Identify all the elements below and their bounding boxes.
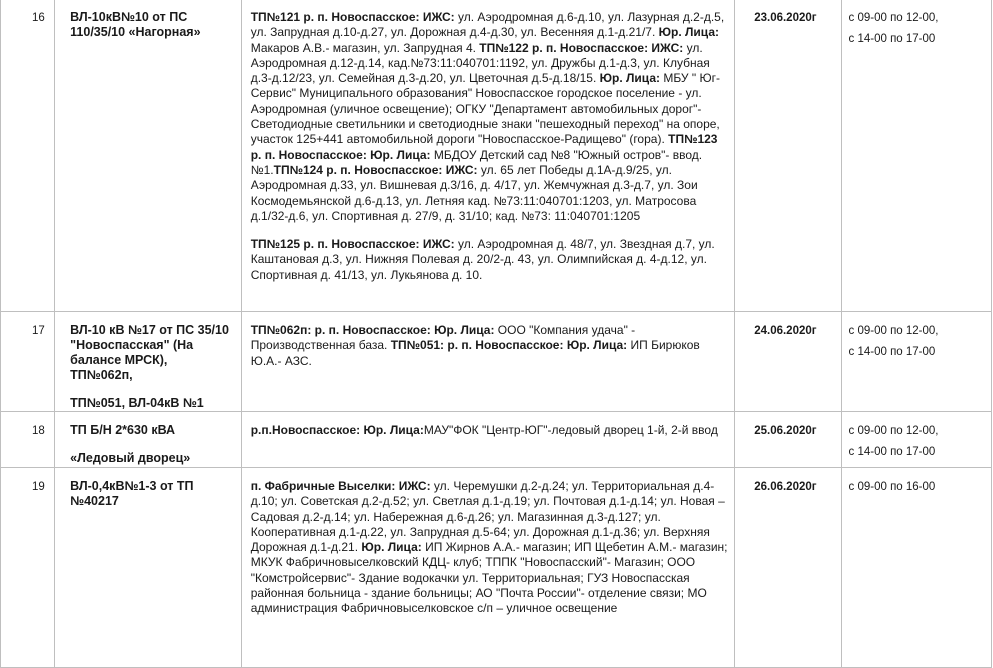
address-cell [241, 312, 734, 412]
row-number: 19 [32, 481, 45, 493]
time-cell [841, 468, 991, 668]
address-label: Юр. Лица: [599, 71, 660, 86]
time-range: с 09-00 по 12-00, [848, 12, 939, 24]
power-line-cell [55, 468, 242, 668]
address-value: ул. Аэродромная д.12-д.14, кад.№73:11:040701:1192, ул. Дружбы д.1-д.3, ул. Клубная д.3-д.12/23, ул. Семейная д.3-д.20, ул. Цветочная д.5-д.18/15. [250, 40, 710, 86]
address-value: ИП Жирнов А.А.- магазин; ИП Щебетин А.М.- магазин; МКУК Фабричновыселковский КДЦ- клуб; ТППК "Новоспасский"- Магазин; ООО "Комстройсервис"- Здание водокачки ул. Территориальная; ГУЗ Новоспасская районная больница - здание больницы; АО "Почта России"- отделение связи; МО администрация Фабричновыселковское с/п – уличное освещение [250, 540, 728, 616]
power-line-cell [55, 0, 242, 312]
row-number-cell [1, 0, 55, 312]
power-line-cell [55, 312, 242, 412]
date-cell [735, 312, 841, 412]
address-value: ООО "Компания удача" - Производственная база. [250, 323, 636, 353]
address-value: МАУ"ФОК "Центр-ЮГ"-ледовый дворец 1-й, 2-й ввод [423, 423, 718, 437]
address-cell [241, 468, 734, 668]
time-range: с 09-00 по 12-00, [848, 425, 939, 437]
time-cell [841, 412, 991, 468]
time-cell [841, 312, 991, 412]
table-row [1, 312, 992, 412]
time-cell [841, 0, 991, 312]
power-line-name: ВЛ-10кВ№10 от ПС 110/35/10 «Нагорная» [70, 10, 201, 39]
row-number: 18 [32, 425, 45, 437]
address-value: ИП Бирюков Ю.А.- АЗС. [250, 338, 700, 368]
address-label: ТП№121 р. п. Новоспасское: ИЖС: [250, 10, 455, 24]
table-row [1, 0, 992, 312]
address-text [251, 323, 728, 369]
address-label: Юр. Лица: [658, 25, 720, 40]
power-line-name: «Ледовый дворец» [70, 451, 191, 465]
power-line-name: ТП№051, ВЛ-04кВ №1 [70, 396, 204, 410]
date-cell [735, 412, 841, 468]
address-label: ТП№122 р. п. Новоспасское: ИЖС: [479, 40, 684, 55]
table-row [1, 468, 992, 668]
outage-date: 24.06.2020г [754, 325, 817, 337]
row-number-cell [1, 312, 55, 412]
row-number-cell [1, 468, 55, 668]
power-line-name: ВЛ-10 кВ №17 от ПС 35/10 "Новоспасская" (На балансе МРСК), ТП№062п, [70, 323, 229, 382]
date-cell [735, 468, 841, 668]
address-text [251, 237, 728, 283]
power-line-cell [55, 412, 242, 468]
power-line-name: ВЛ-0,4кВ№1-3 от ТП №40217 [70, 479, 194, 508]
address-text [251, 479, 728, 617]
address-label: Юр. Лица: [361, 540, 422, 555]
address-label: ТП№125 р. п. Новоспасское: ИЖС: [250, 237, 455, 252]
outage-date: 25.06.2020г [754, 425, 817, 437]
row-number: 16 [32, 12, 45, 24]
row-number-cell [1, 412, 55, 468]
outage-date: 26.06.2020г [754, 481, 817, 493]
address-cell [241, 0, 734, 312]
address-text [251, 423, 728, 438]
time-range: с 09-00 по 12-00, [848, 325, 939, 337]
address-value: МБДОУ Детский сад №8 "Южный остров"- ввод.№1. [250, 147, 703, 177]
date-cell [735, 0, 841, 312]
address-value: ул. Аэродромная д.6-д.10, ул. Лазурная д.2-д.5, ул. Запрудная д.10-д.27, ул. Дорожная д.4-д.30, ул. Весенняя д.1-д.21/7. [250, 10, 725, 40]
address-text [251, 10, 728, 224]
time-range: с 14-00 по 17-00 [848, 346, 936, 358]
time-range: с 14-00 по 17-00 [848, 446, 936, 458]
address-label: п. Фабричные Выселки: ИЖС: [250, 479, 431, 493]
address-cell [241, 412, 734, 468]
outage-date: 23.06.2020г [754, 12, 817, 24]
address-value: ул. Аэродромная д. 48/7, ул. Звездная д.7, ул. Каштановая д.3, ул. Нижняя Полевая д. 20/2-д. 43, ул. Олимпийская д. 4-д.12, ул. Спортивная д. 41/13, ул. Лукьянова д. 10. [250, 237, 715, 282]
time-range: с 14-00 по 17-00 [848, 33, 936, 45]
address-label: р.п.Новоспасское: Юр. Лица: [250, 423, 424, 437]
time-range: с 09-00 по 16-00 [848, 481, 936, 493]
address-value: ул. 65 лет Победы д.1А-д.9/25, ул. Аэродромная д.33, ул. Вишневая д.3/16, д. 4/17, ул. Жемчужная д.3-д.7, ул. Зои Космодемьянской д.6-д.13, ул. Летняя кад. №73:11:040701:1203, ул. Матросова д.1/32-д.6, ул. Спортивная д. 27/9, д. 31/10; кад. №73: 11:040701:1205 [250, 162, 698, 223]
address-value: ул. Черемушки д.2-д.24; ул. Территориальная д.4-д.10; ул. Советская д.2-д.52; ул. Светлая д.1-д.19; ул. Почтовая д.1-д.14; ул. Новая – Садовая д.2-д.14; ул. Набережная д.6-д.26; ул. Магазинная д.3-д.127; ул. Кооперативная д.1-д.22, ул. Запрудная д.5-64; ул. Дорожная д.1-д.36; ул. Верхняя Дорожная д.1-д.21. [250, 479, 725, 555]
address-label: ТП№062п: р. п. Новоспасское: Юр. Лица: [250, 323, 495, 337]
address-label: ТП№051: р. п. Новоспасское: Юр. Лица: [390, 338, 628, 353]
table-row [1, 412, 992, 468]
address-value: МБУ " Юг-Сервис" Муниципального образования" Новоспасское городское поселение - ул. Аэродромная (уличное освещение); ОГКУ "Департамент автомобильных дорог"-Светодиодные светильники и светодиодные знаки "пешеходный переход" на опоре, участок 125+441 автомобильной дороги "Новоспасское-Радищево" (гора). [250, 71, 720, 147]
address-value: Макаров А.В.- магазин, ул. Запрудная 4. [250, 40, 480, 55]
row-number: 17 [32, 325, 45, 337]
power-line-name: ТП Б/Н 2*630 кВА [70, 423, 176, 437]
address-label: ТП№124 р. п. Новоспасское: ИЖС: [273, 162, 478, 177]
address-label: ТП№123 р. п. Новоспасское: Юр. Лица: [250, 132, 718, 162]
